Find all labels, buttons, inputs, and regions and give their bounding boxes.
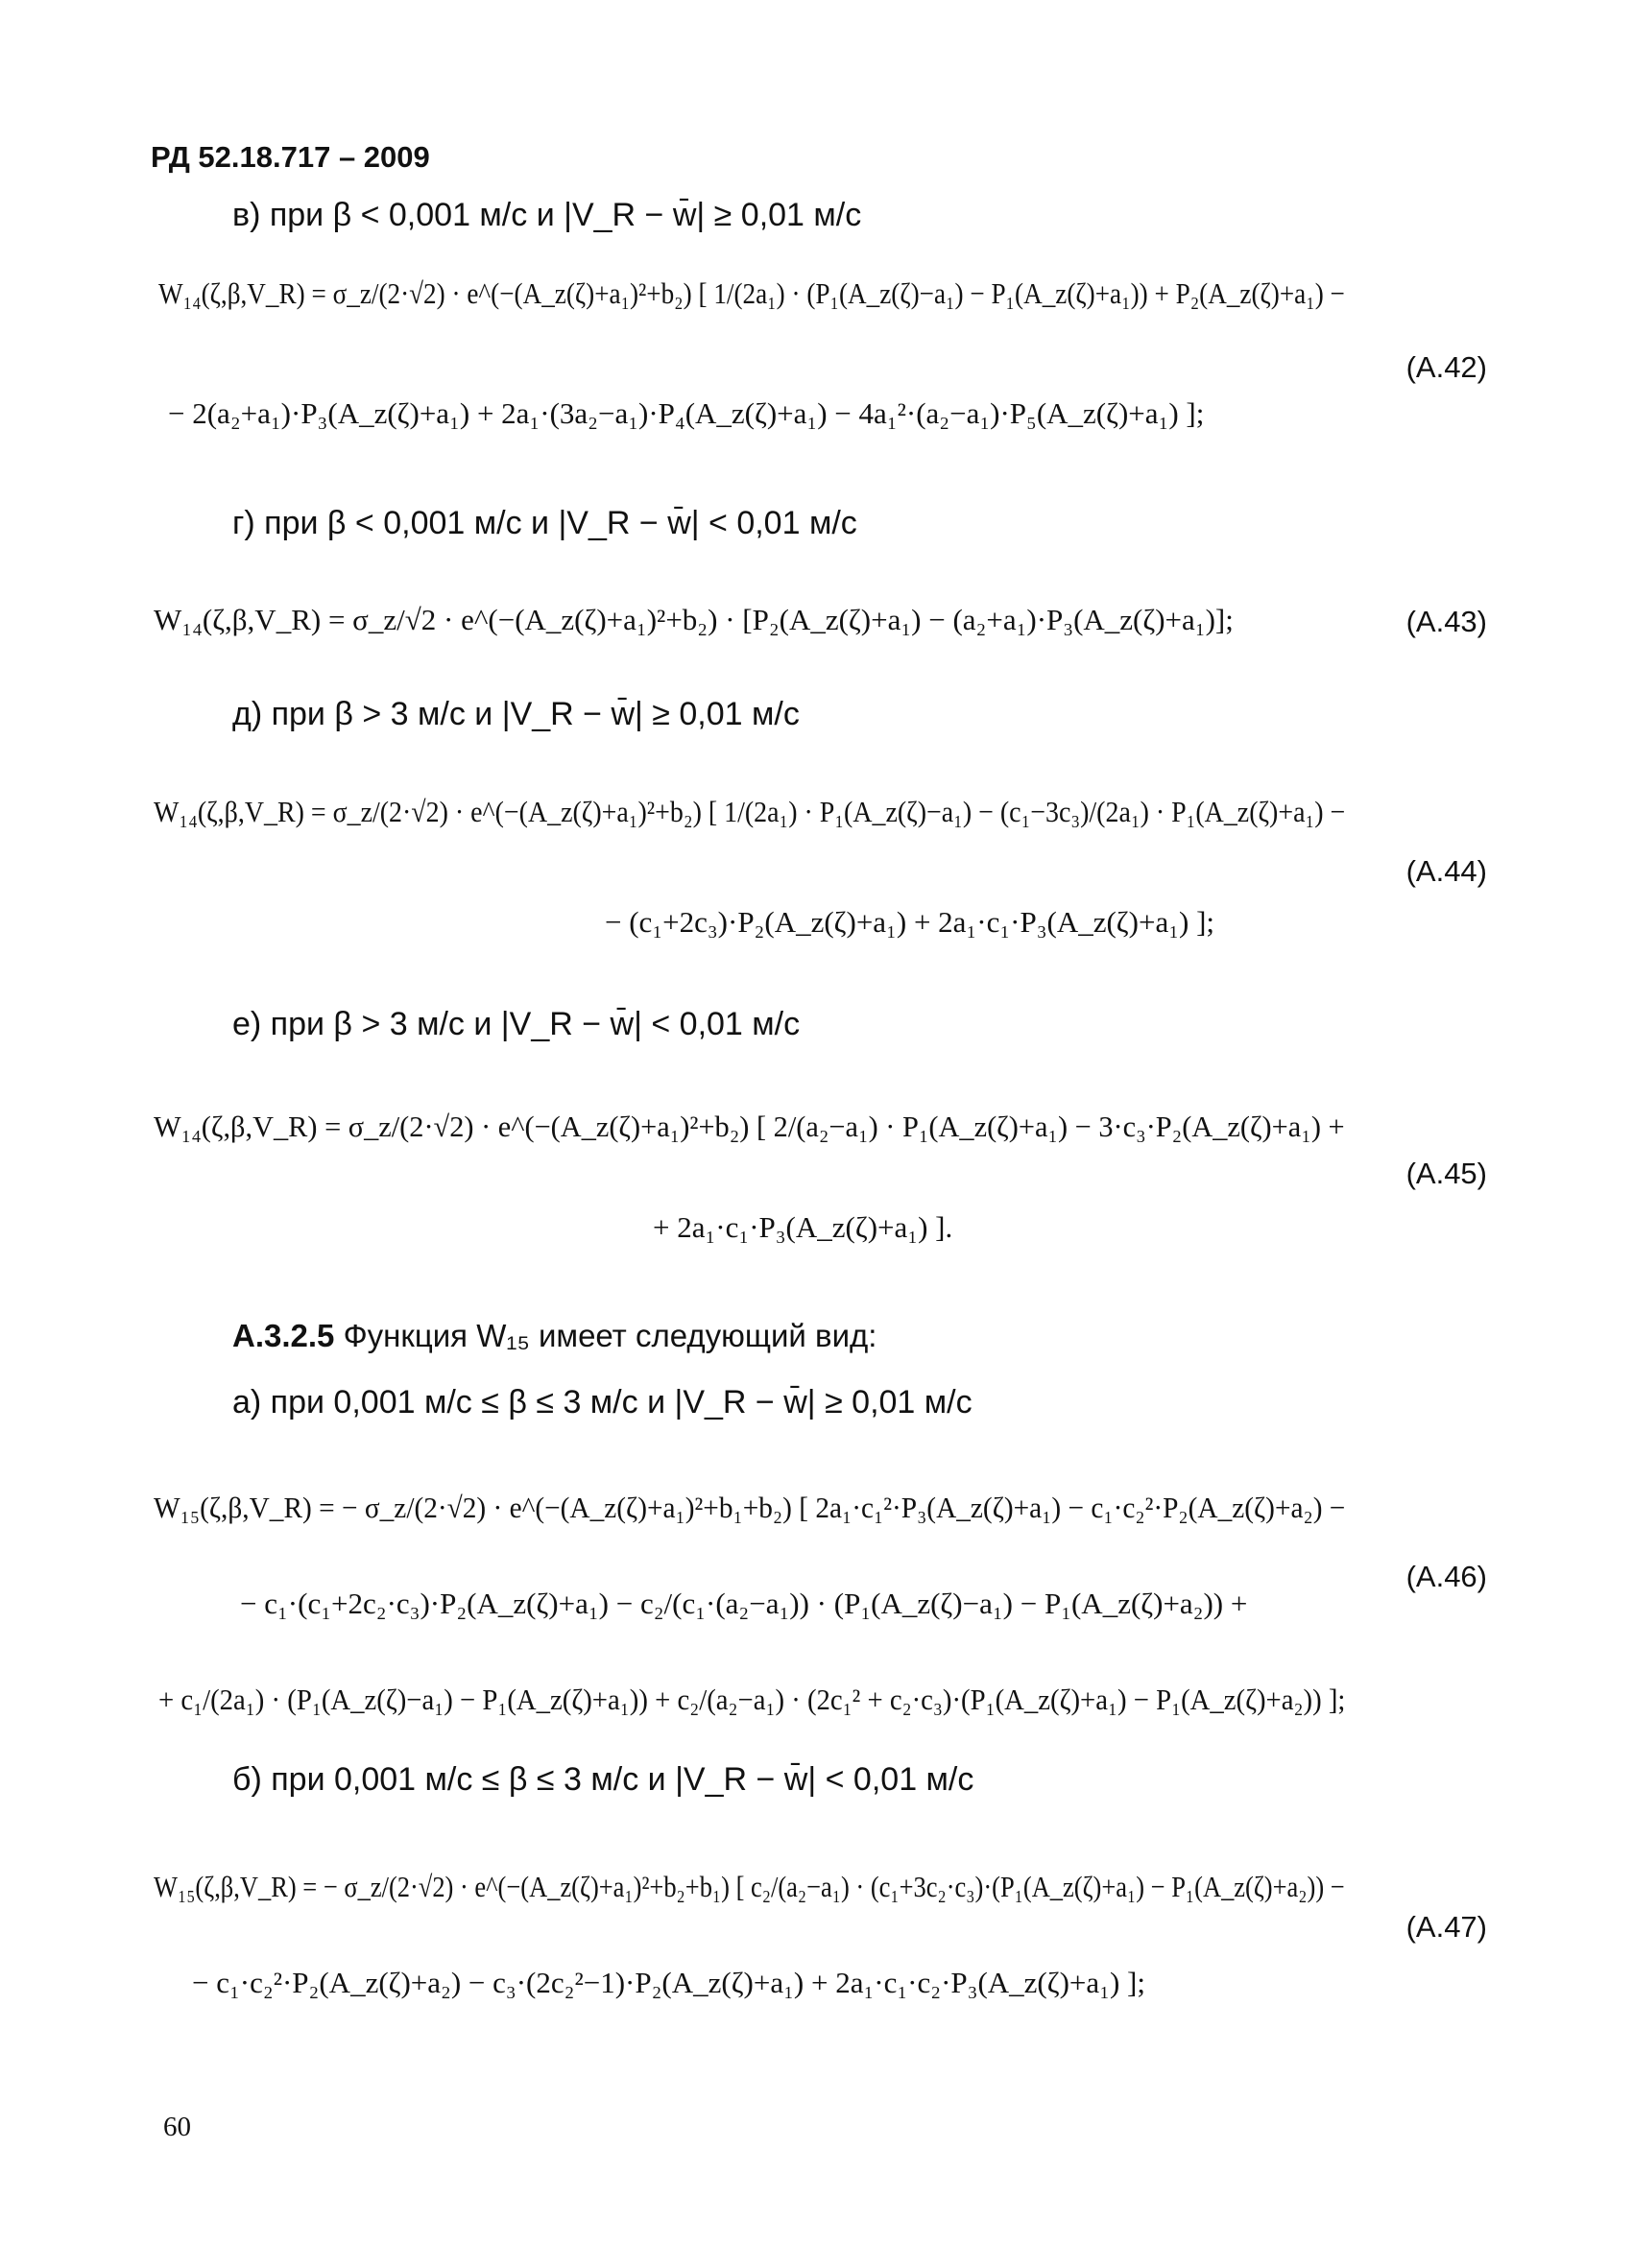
- section-heading: [232, 1318, 877, 1354]
- condition-d: д) при β > 3 м/с и |V_R − w̄| ≥ 0,01 м/с: [232, 696, 800, 732]
- equation-number-a45: (А.45): [1405, 1157, 1487, 1190]
- equation-a46-line2: − c₁·(c₁+2c₂·c₃)·P₂(A_z(ζ)+a₁) − c₂/(c₁·(a₂−a₁)) · (P₁(A_z(ζ)−a₁) − P₁(A_z(ζ)+a₂)) +: [240, 1587, 1248, 1620]
- equation-a44-line1: W₁₄(ζ,β,V_R) = σ_z/(2·√2) · e^(−(A_z(ζ)+a₁)²+b₂) [ 1/(2a₁) · P₁(A_z(ζ)−a₁) − (c₁−3c₃)/(2a₁) · P₁(A_z(ζ)+a₁) −: [154, 795, 1346, 828]
- document-header: РД 52.18.717 – 2009: [151, 140, 430, 174]
- equation-a43-line1: W₁₄(ζ,β,V_R) = σ_z/√2 · e^(−(A_z(ζ)+a₁)²+b₂) · [P₂(A_z(ζ)+a₁) − (a₂+a₁)·P₃(A_z(ζ)+a₁)];: [154, 603, 1234, 636]
- equation-number-a44: (А.44): [1405, 854, 1487, 888]
- condition-e: е) при β > 3 м/с и |V_R − w̄| < 0,01 м/с: [232, 1006, 801, 1042]
- equation-number-a43: (А.43): [1405, 605, 1487, 638]
- equation-number-a46: (А.46): [1405, 1560, 1487, 1593]
- section-number: А.3.2.5: [232, 1318, 335, 1353]
- page-number: 60: [163, 2112, 191, 2142]
- equation-number-a47: (А.47): [1405, 1910, 1487, 1944]
- equation-a46-line1: W₁₅(ζ,β,V_R) = − σ_z/(2·√2) · e^(−(A_z(ζ)+a₁)²+b₁+b₂) [ 2a₁·c₁²·P₃(A_z(ζ)+a₁) − c₁·c₂²·P₂(A_z(ζ)+a₂) −: [154, 1491, 1346, 1524]
- equation-a47-line2: − c₁·c₂²·P₂(A_z(ζ)+a₂) − c₃·(2c₂²−1)·P₂(A_z(ζ)+a₁) + 2a₁·c₁·c₂·P₃(A_z(ζ)+a₁) ];: [192, 1966, 1145, 1999]
- equation-a45-line1: W₁₄(ζ,β,V_R) = σ_z/(2·√2) · e^(−(A_z(ζ)+a₁)²+b₂) [ 2/(a₂−a₁) · P₁(A_z(ζ)+a₁) − 3·c₃·P₂(A_z(ζ)+a₁) +: [154, 1110, 1345, 1143]
- condition-b: б) при 0,001 м/с ≤ β ≤ 3 м/с и |V_R − w̄| < 0,01 м/с: [232, 1761, 974, 1798]
- condition-g: г) при β < 0,001 м/с и |V_R − w̄| < 0,01 м/с: [232, 505, 857, 541]
- equation-a44-line2: − (c₁+2c₃)·P₂(A_z(ζ)+a₁) + 2a₁·c₁·P₃(A_z(ζ)+a₁) ];: [605, 905, 1215, 939]
- equation-a45-line2: + 2a₁·c₁·P₃(A_z(ζ)+a₁) ].: [653, 1210, 953, 1244]
- equation-a47-line1: W₁₅(ζ,β,V_R) = − σ_z/(2·√2) · e^(−(A_z(ζ)+a₁)²+b₂+b₁) [ c₂/(a₂−a₁) · (c₁+3c₂·c₃)·(P₁(A_z(ζ)+a₁) − P₁(A_z(ζ)+a₂)) −: [154, 1870, 1345, 1903]
- equation-a46-line3: + c₁/(2a₁) · (P₁(A_z(ζ)−a₁) − P₁(A_z(ζ)+a₁)) + c₂/(a₂−a₁) · (2c₁² + c₂·c₃)·(P₁(A_z(ζ)+a₁) − P₁(A_z(ζ)+a₂)) ];: [158, 1683, 1346, 1716]
- equation-a42-line1: W₁₄(ζ,β,V_R) = σ_z/(2·√2) · e^(−(A_z(ζ)+a₁)²+b₂) [ 1/(2a₁) · (P₁(A_z(ζ)−a₁) − P₁(A_z(ζ)+a₁)) + P₂(A_z(ζ)+a₁) −: [158, 276, 1345, 310]
- equation-number-a42: (А.42): [1405, 350, 1487, 384]
- condition-v: в) при β < 0,001 м/с и |V_R − w̄| ≥ 0,01 м/с: [232, 197, 862, 233]
- section-text: Функция W₁₅ имеет следующий вид:: [343, 1318, 877, 1353]
- equation-a42-line2: − 2(a₂+a₁)·P₃(A_z(ζ)+a₁) + 2a₁·(3a₂−a₁)·P₄(A_z(ζ)+a₁) − 4a₁²·(a₂−a₁)·P₅(A_z(ζ)+a₁) ];: [168, 396, 1205, 430]
- condition-a: а) при 0,001 м/с ≤ β ≤ 3 м/с и |V_R − w̄| ≥ 0,01 м/с: [232, 1384, 973, 1420]
